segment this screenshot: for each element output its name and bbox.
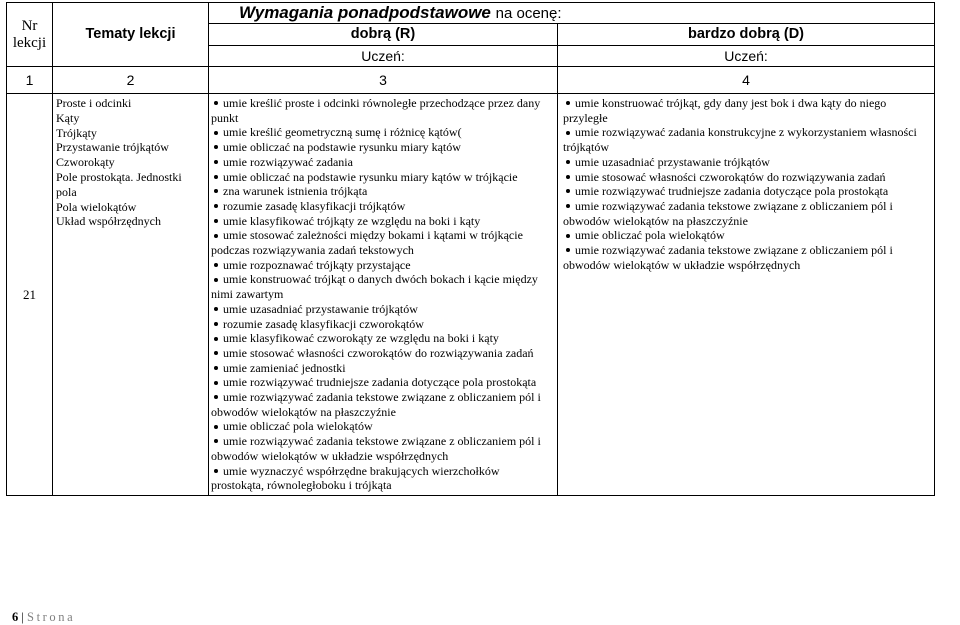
bullet-icon: [214, 351, 218, 355]
list-item-text: umie rozwiązywać zadania tekstowe związane z obliczaniem pól i obwodów wielokątów na płaszczyźnie: [563, 198, 893, 228]
bullet-icon: [566, 234, 570, 238]
wymagania-suffix: na ocenę:: [495, 5, 562, 22]
list-item-text: zna warunek istnienia trójkąta: [223, 184, 368, 199]
list-item-text: umie kreślić geometryczną sumę i różnicę kątów(: [223, 125, 462, 140]
list-item: [211, 346, 553, 361]
list-item-text: umie rozwiązywać trudniejsze zadania dotyczące pola prostokąta: [575, 184, 889, 199]
list-item-text: umie obliczać na podstawie rysunku miary kątów: [223, 140, 461, 155]
list-item: [211, 302, 553, 317]
list-item-text: umie zamieniać jednostki: [223, 360, 346, 375]
list-item-text: umie rozwiązywać zadania: [223, 154, 353, 169]
bullet-icon: [214, 145, 218, 149]
list-item: [563, 199, 926, 228]
list-item-text: umie uzasadniać przystawanie trójkątów: [223, 301, 418, 316]
list-item-text: umie stosować zależności między bokami i kątami w trójkącie podczas rozwiązywania zadań tekstowych: [211, 228, 523, 258]
col-number-2: 2: [53, 67, 209, 94]
list-item: [211, 390, 553, 419]
col-number-1: 1: [7, 67, 53, 94]
list-item: [211, 228, 553, 257]
topic-item: Pole prostokąta. Jednostki: [56, 169, 182, 184]
bullet-icon: [214, 131, 218, 135]
list-item: [563, 243, 926, 272]
list-item-text: umie rozwiązywać zadania konstrukcyjne z wykorzystaniem własności trójkątów: [563, 125, 917, 155]
requirements-table: [6, 2, 935, 496]
list-item: [211, 199, 553, 214]
dobra-list: [209, 94, 557, 493]
topic-item: pola: [56, 184, 77, 199]
topic-item: Przystawanie trójkątów: [56, 140, 169, 155]
list-item: [211, 155, 553, 170]
bullet-icon: [214, 263, 218, 267]
list-item-text: umie konstruować trójkąt o danych dwóch bokach i kącie między nimi zawartym: [211, 272, 538, 302]
list-item-text: umie rozwiązywać zadania tekstowe związane z obliczaniem pól i obwodów wielokątów w układzie współrzędnych: [563, 243, 893, 272]
tematy-header: Tematy lekcji: [53, 3, 209, 67]
bullet-icon: [566, 101, 570, 105]
bullet-icon: [214, 307, 218, 311]
bullet-icon: [214, 366, 218, 370]
list-item: [211, 125, 553, 140]
list-item-text: umie rozwiązywać zadania tekstowe związane z obliczaniem pól i obwodów wielokątów w układzie współrzędnych: [211, 434, 541, 463]
list-item: [211, 214, 553, 229]
lesson-number: 21: [7, 94, 53, 496]
list-item: [211, 96, 553, 125]
bullet-icon: [566, 131, 570, 135]
list-item-text: umie obliczać na podstawie rysunku miary kątów w trójkącie: [223, 169, 518, 184]
bullet-icon: [214, 219, 218, 223]
list-item: [211, 361, 553, 376]
bardzo-dobra-list: [558, 94, 934, 272]
bullet-icon: [214, 395, 218, 399]
list-item: [563, 170, 926, 185]
list-item: [211, 331, 553, 346]
bardzo-dobra-cell: [558, 94, 935, 496]
list-item: [211, 317, 553, 332]
list-item: [211, 184, 553, 199]
list-item-text: umie stosować własności czworokątów do rozwiązywania zadań: [223, 345, 534, 360]
list-item-text: umie rozpoznawać trójkąty przystające: [223, 257, 411, 272]
topic-item: Układ współrzędnych: [56, 214, 161, 229]
bullet-icon: [566, 175, 570, 179]
bullet-icon: [566, 248, 570, 252]
dobra-cell: [209, 94, 558, 496]
topic-item: Kąty: [56, 110, 80, 125]
bullet-icon: [214, 439, 218, 443]
dobra-header: dobrą (R): [209, 24, 558, 46]
list-item: [211, 140, 553, 155]
bullet-icon: [214, 425, 218, 429]
bullet-icon: [214, 101, 218, 105]
bullet-icon: [214, 160, 218, 164]
topic-item: Czworokąty: [56, 155, 115, 170]
list-item: [211, 258, 553, 273]
list-item: [211, 464, 553, 493]
bullet-icon: [214, 381, 218, 385]
col-number-3: 3: [209, 67, 558, 94]
list-item: [211, 434, 553, 463]
list-item-text: umie konstruować trójkąt, gdy dany jest bok i dwa kąty do niego przyległe: [563, 96, 887, 125]
list-item: [563, 155, 926, 170]
bardzo-dobra-header: bardzo dobrą (D): [558, 24, 935, 46]
list-item: [563, 184, 926, 199]
list-item-text: umie obliczać pola wielokątów: [223, 419, 373, 434]
page-footer: [12, 610, 75, 625]
uczen-d-header: Uczeń:: [558, 46, 935, 67]
bullet-icon: [566, 204, 570, 208]
list-item: [211, 419, 553, 434]
list-item-text: umie rozwiązywać trudniejsze zadania dotyczące pola prostokąta: [223, 375, 537, 390]
list-item-text: umie klasyfikować czworokąty ze względu na boki i kąty: [223, 331, 499, 346]
topic-item: Proste i odcinki: [56, 96, 132, 110]
bullet-icon: [214, 175, 218, 179]
wymagania-bold: Wymagania ponadpodstawowe: [239, 3, 491, 22]
list-item-text: umie uzasadniać przystawanie trójkątów: [575, 154, 770, 169]
list-item: [211, 272, 553, 301]
list-item-text: rozumie zasadę klasyfikacji czworokątów: [223, 316, 424, 331]
list-item-text: umie wyznaczyć współrzędne brakujących wierzchołków prostokąta, równoległoboku i trójkąta: [211, 463, 500, 493]
topics-cell: [53, 94, 209, 496]
bullet-icon: [214, 322, 218, 326]
list-item-text: umie kreślić proste i odcinki równoległe przechodzące przez dany punkt: [211, 96, 541, 125]
bullet-icon: [214, 204, 218, 208]
list-item-text: rozumie zasadę klasyfikacji trójkątów: [223, 198, 406, 213]
col-number-4: 4: [558, 67, 935, 94]
bullet-icon: [214, 189, 218, 193]
bullet-icon: [214, 234, 218, 238]
topic-item: Trójkąty: [56, 125, 97, 140]
list-item: [211, 170, 553, 185]
list-item: [563, 228, 926, 243]
list-item-text: umie obliczać pola wielokątów: [575, 228, 725, 243]
nr-header-label: Nr lekcji: [12, 17, 47, 51]
page-number: 6: [12, 610, 19, 624]
bullet-icon: [566, 160, 570, 164]
list-item-text: umie stosować własności czworokątów do rozwiązywania zadań: [575, 169, 886, 184]
wymagania-header: [209, 3, 935, 24]
list-item: [563, 125, 926, 154]
list-item-text: umie rozwiązywać zadania tekstowe związane z obliczaniem pól i obwodów wielokątów na płaszczyźnie: [211, 390, 541, 419]
bullet-icon: [214, 278, 218, 282]
list-item: [211, 375, 553, 390]
nr-header: [7, 3, 53, 67]
footer-separator: |: [21, 610, 24, 624]
bullet-icon: [214, 337, 218, 341]
topic-item: Pola wielokątów: [56, 199, 137, 214]
list-item-text: umie klasyfikować trójkąty ze względu na boki i kąty: [223, 213, 481, 228]
footer-strona: Strona: [27, 610, 76, 624]
bullet-icon: [214, 469, 218, 473]
bullet-icon: [566, 189, 570, 193]
list-item: [563, 96, 926, 125]
uczen-r-header: Uczeń:: [209, 46, 558, 67]
